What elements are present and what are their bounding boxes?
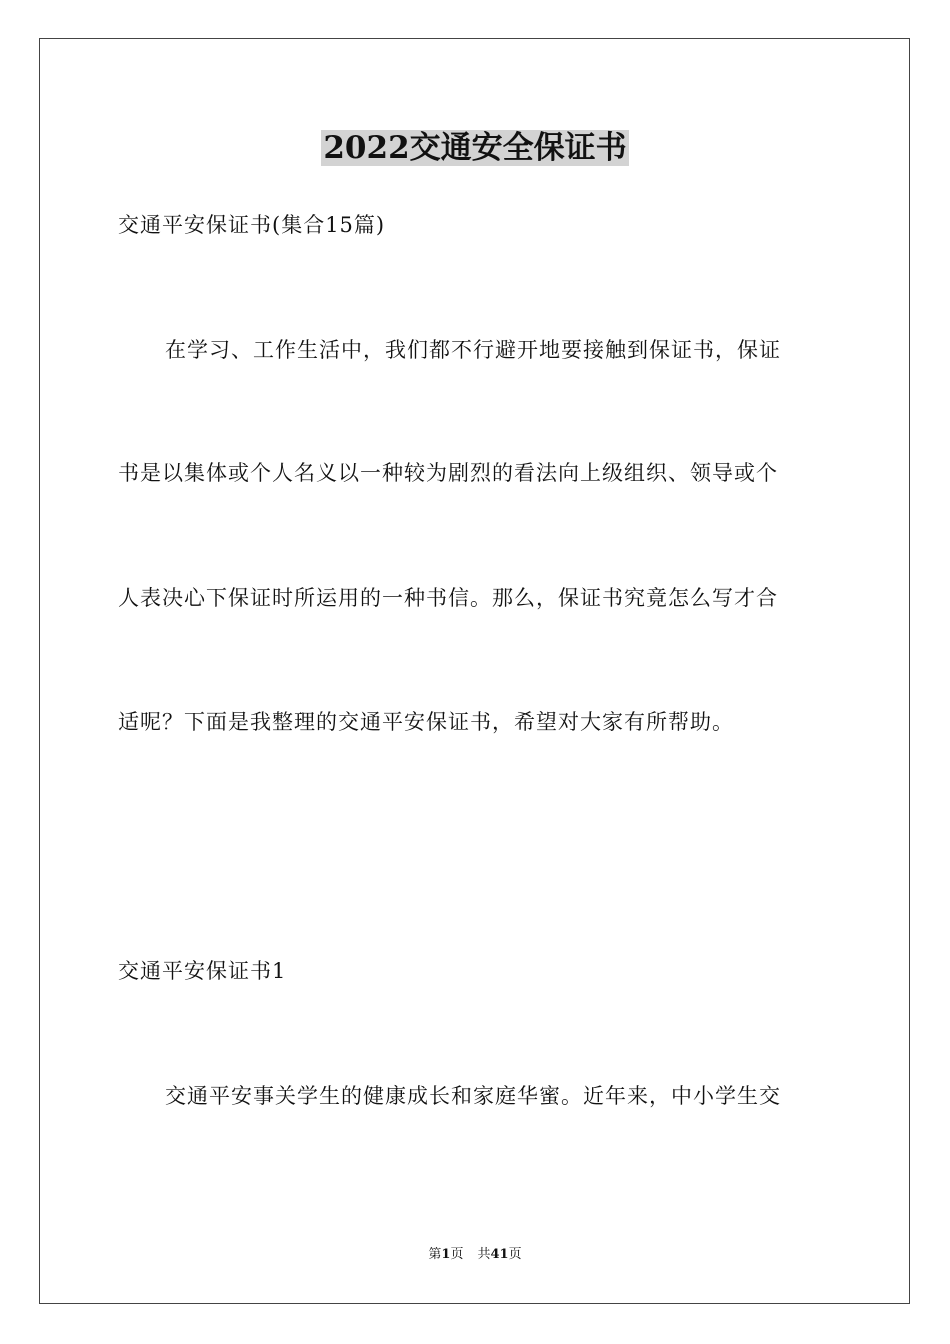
footer-total-pages: 41 <box>490 1247 509 1262</box>
section-heading: 交通平安保证书1 <box>118 959 287 983</box>
document-title-text: 2022交通安全保证书 <box>323 130 627 166</box>
section-paragraph-line-1: 交通平安事关学生的健康成长和家庭华蜜。近年来，中小学生交 <box>165 1084 781 1108</box>
intro-line-2: 书是以集体或个人名义以一种较为剧烈的看法向上级组织、领导或个 <box>118 461 778 485</box>
intro-line-4: 适呢？下面是我整理的交通平安保证书，希望对大家有所帮助。 <box>118 710 734 734</box>
footer-page-prefix: 第 <box>428 1247 442 1262</box>
document-subtitle: 交通平安保证书(集合15篇) <box>118 213 386 237</box>
footer-total-prefix: 共 <box>477 1247 491 1262</box>
document-title <box>0 126 950 170</box>
footer-page-number: 1 <box>441 1247 451 1262</box>
page-footer <box>0 1246 950 1264</box>
footer-total-suffix: 页 <box>508 1247 522 1262</box>
intro-line-1: 在学习、工作生活中，我们都不行避开地要接触到保证书，保证 <box>165 338 781 362</box>
footer-page-suffix: 页 <box>450 1247 464 1262</box>
intro-line-3: 人表决心下保证时所运用的一种书信。那么，保证书究竟怎么写才合 <box>118 586 778 610</box>
